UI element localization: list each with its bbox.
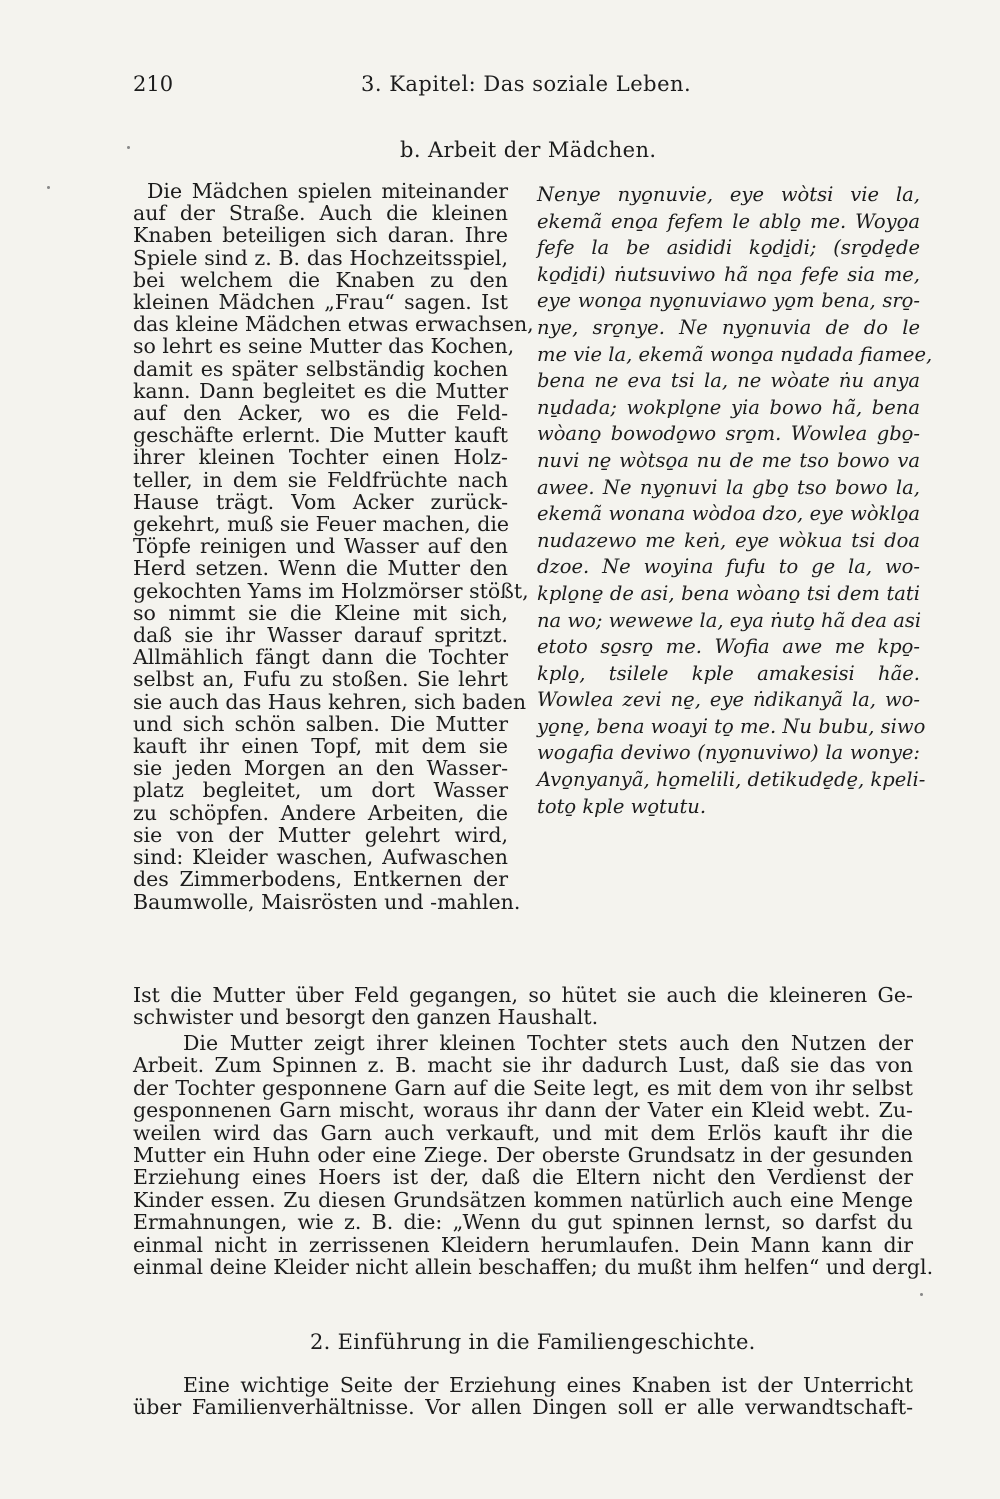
section-heading-two: 2. Einführung in die Familiengeschichte. bbox=[310, 1330, 756, 1354]
text-line: Ermahnungen, wie z. B. die: „Wenn du gut spinnen lernst, so darfst du bbox=[133, 1210, 913, 1235]
scan-speck bbox=[47, 186, 50, 189]
text-line: Baumwolle, Maisrösten und -mahlen. bbox=[133, 889, 521, 914]
text-line: so lehrt es seine Mutter das Kochen, bbox=[133, 334, 515, 359]
text-line: Die Mutter zeigt ihrer kleinen Tochter stets auch den Nutzen der bbox=[183, 1031, 913, 1055]
german-column bbox=[133, 179, 534, 914]
text-line: Mutter ein Huhn oder eine Ziege. Der oberste Grundsatz in der gesunden bbox=[133, 1143, 913, 1168]
text-line: sie jeden Morgen an den Wasser- bbox=[133, 756, 508, 781]
text-line: über Familienverhältnisse. Vor allen Dingen soll er alle verwandtschaft- bbox=[133, 1395, 913, 1420]
text-line: ekemã eno̱a fefem le ablo̱ me. Woyo̱a bbox=[537, 209, 920, 233]
page-header bbox=[133, 72, 913, 104]
text-line: selbst an, Fufu zu stoßen. Sie lehrt bbox=[133, 667, 508, 692]
scan-speck bbox=[920, 1293, 923, 1296]
text-line: kann. Dann begleitet es die Mutter bbox=[133, 378, 508, 403]
text-line: schwister und besorgt den ganzen Haushalt. bbox=[133, 1005, 599, 1030]
text-line: ko̱di̱di) ṅutsuviwo hã no̱a fefe sia me, bbox=[537, 262, 920, 286]
text-line: sie auch das Haus kehren, sich baden bbox=[133, 689, 527, 714]
text-line: wogafia deviwo (nyo̱nuviwo) la wonye: bbox=[537, 741, 920, 765]
text-line: me vie la, ekemã wono̱a nu̱dada fiamee, bbox=[537, 342, 933, 366]
text-line: so nimmt sie die Kleine mit sich, bbox=[133, 600, 508, 625]
text-line: damit es später selbständig kochen bbox=[133, 356, 508, 381]
text-line: auf der Straße. Auch die kleinen bbox=[133, 201, 508, 226]
text-line: Herd setzen. Wenn die Mutter den bbox=[133, 556, 508, 581]
text-line: eye wono̱a nyo̱nuviawo yo̱m bena, sro̱- bbox=[537, 289, 920, 313]
scan-speck bbox=[127, 146, 130, 149]
text-line: Eine wichtige Seite der Erziehung eines Knaben ist der Unterricht bbox=[183, 1373, 913, 1397]
text-line: Die Mädchen spielen miteinander bbox=[147, 179, 508, 203]
text-line: etoto so̱sro̱ me. Wofia awe me kpo̱- bbox=[537, 635, 920, 659]
text-line: der Tochter gesponnene Garn auf die Seite legt, es mit dem von ihr selbst bbox=[133, 1075, 913, 1100]
text-line: Wowlea zevi ne̱, eye ṅdikanyã la, wo- bbox=[537, 688, 920, 712]
text-line: kleinen Mädchen „Frau“ sagen. Ist bbox=[133, 290, 508, 315]
text-line: kauft ihr einen Topf, mit dem sie bbox=[133, 734, 508, 759]
text-line: fefe la be asididi ko̱di̱di; (sro̱de̱de bbox=[537, 236, 920, 260]
text-line: Arbeit. Zum Spinnen z. B. macht sie ihr dadurch Lust, daß sie das von bbox=[133, 1053, 913, 1078]
text-line: dzoe. Ne woyina fufu to ge la, wo- bbox=[537, 555, 920, 579]
section-heading: b. Arbeit der Mädchen. bbox=[400, 138, 657, 162]
text-line: bena ne eva tsi la, ne wòate ṅu anya bbox=[537, 369, 920, 393]
ewe-column bbox=[537, 182, 933, 820]
text-line: toto̱ kple wo̱tutu. bbox=[537, 794, 707, 818]
text-line: ihrer kleinen Tochter einen Holz- bbox=[133, 445, 508, 470]
text-line: Spiele sind z. B. das Hochzeitsspiel, bbox=[133, 245, 508, 270]
text-line: teller, in dem sie Feldfrüchte nach bbox=[133, 467, 508, 492]
text-line: nuvi ne̱ wòtso̱a nu de me tso bowo va bbox=[537, 448, 920, 472]
text-line: bei welchem die Knaben zu den bbox=[133, 267, 508, 292]
text-line: nye, sro̱nye. Ne nyo̱nuvia de do le bbox=[537, 315, 920, 339]
text-line: weilen wird das Garn auch verkauft, und mit dem Erlös kauft ihr die bbox=[133, 1120, 913, 1145]
text-line: nudazewo me keṅ, eye wòkua tsi doa bbox=[537, 528, 920, 552]
running-title: 3. Kapitel: Das soziale Leben. bbox=[361, 72, 692, 96]
text-line: des Zimmerbodens, Entkernen der bbox=[133, 867, 508, 892]
text-line: Knaben beteiligen sich daran. Ihre bbox=[133, 223, 508, 248]
text-line: Avo̱nyanyã, ho̱melili, detikude̱de̱, kpeli- bbox=[537, 768, 926, 792]
text-line: zu schöpfen. Andere Arbeiten, die bbox=[133, 800, 508, 825]
text-line: wòano̱ bowodo̱wo sro̱m. Wowlea gbo̱- bbox=[537, 422, 920, 446]
page-number: 210 bbox=[133, 72, 174, 96]
text-line: Ist die Mutter über Feld gegangen, so hütet sie auch die kleineren Ge- bbox=[133, 983, 913, 1007]
text-line: Allmählich fängt dann die Tochter bbox=[133, 645, 508, 670]
paragraph-three bbox=[133, 1374, 913, 1419]
text-line: gesponnenen Garn mischt, woraus ihr dann der Vater ein Kleid webt. Zu- bbox=[133, 1098, 913, 1123]
text-line: yo̱ne̱, bena woayi to̱ me. Nu bubu, siwo bbox=[537, 714, 926, 738]
text-line: platz begleitet, um dort Wasser bbox=[133, 778, 508, 803]
text-line: kplo̱, tsilele kple amakesisi hãe. bbox=[537, 661, 920, 685]
text-line: daß sie ihr Wasser darauf spritzt. bbox=[133, 623, 508, 648]
text-line: na wo; wewewe la, eya ṅuto̱ hã dea asi bbox=[537, 608, 922, 632]
text-line: Nenye nyo̱nuvie, eye wòtsi vie la, bbox=[537, 183, 920, 206]
text-line: und sich schön salben. Die Mutter bbox=[133, 711, 508, 736]
text-line: awee. Ne nyo̱nuvi la gbo̱ tso bowo la, bbox=[537, 475, 920, 499]
text-line: das kleine Mädchen etwas erwachsen, bbox=[133, 312, 534, 337]
text-line: einmal deine Kleider nicht allein beschaffen; du mußt ihm helfen“ und dergl. bbox=[133, 1255, 934, 1280]
continuation-paragraph bbox=[133, 984, 913, 1029]
text-line: Hause trägt. Vom Acker zurück- bbox=[133, 489, 508, 514]
text-line: auf den Acker, wo es die Feld- bbox=[133, 401, 508, 426]
text-line: Kinder essen. Zu diesen Grundsätzen kommen natürlich auch eine Menge bbox=[133, 1187, 913, 1212]
text-line: sie von der Mutter gelehrt wird, bbox=[133, 822, 508, 847]
text-line: Erziehung eines Hoers ist der, daß die Eltern nicht den Verdienst der bbox=[133, 1165, 913, 1190]
text-line: gekehrt, muß sie Feuer machen, die bbox=[133, 512, 510, 537]
text-line: gekochten Yams im Holzmörser stößt, bbox=[133, 578, 529, 603]
text-line: sind: Kleider waschen, Aufwaschen bbox=[133, 845, 508, 870]
text-line: ekemã wonana wòdoa dzo, eye wòklo̱a bbox=[537, 502, 920, 526]
paragraph-two bbox=[133, 1031, 934, 1280]
text-line: geschäfte erlernt. Die Mutter kauft bbox=[133, 423, 508, 448]
text-line: einmal nicht in zerrissenen Kleidern herumlaufen. Dein Mann kann dir bbox=[133, 1232, 913, 1257]
text-line: Töpfe reinigen und Wasser auf den bbox=[133, 534, 508, 559]
text-line: nu̱dada; wokplo̱ne yia bowo hã, bena bbox=[537, 395, 920, 419]
text-line: kplo̱ne̱ de asi, bena wòano̱ tsi dem tati bbox=[537, 581, 920, 605]
